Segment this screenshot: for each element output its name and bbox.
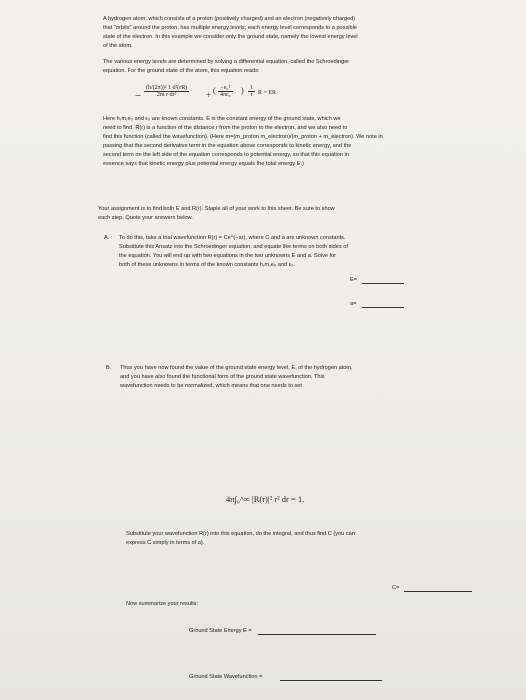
energy-answer-blank[interactable] [362, 283, 404, 284]
intro-line-1: A hydrogen atom, which consists of a proton (positively charged) and an electron (negatively charged) [103, 16, 356, 22]
part-b-line-1: Thus you have now found the value of the ground state energy level, E, of the hydrogen atom, [120, 365, 353, 371]
substitute-line-2: express C simply in terms of a). [126, 540, 205, 546]
defs-line-6: essence says that kinetic energy plus potential energy equals the total energy E.) [103, 161, 304, 167]
part-a-line-3: the equation. You will end up with two equations in the two unknowns E and a. Solve for [119, 253, 337, 259]
substitute-line-1: Substitute your wavefunction R(r) into this equation, do the integral, and thus find C (you can [126, 531, 355, 537]
ground-state-energy-label: Ground State Energy E = [189, 628, 252, 634]
part-b-line-2: and you have also found the functional form of the ground state wavefunction. This [120, 374, 325, 380]
eq-one-over-r-denominator: r [250, 92, 253, 98]
defs-line-1: Here h,m,e₀ and ε₀ are known constants. E is the constant energy of the ground state, which we [103, 116, 341, 122]
assignment-line-2: each step. Quote your answers below. [98, 215, 193, 221]
eq-kinetic-denominator: 2m r dr² [156, 92, 177, 98]
eq-kinetic-numerator: (h/(2π))² 1 d²(rR) [146, 85, 188, 91]
a-answer-label: a= [350, 301, 357, 307]
eq-one-over-r-numerator: 1 [250, 85, 253, 91]
c-answer-blank[interactable] [404, 591, 472, 592]
part-b-line-3: wavefunction needs to be normalized, which means that one needs to set [120, 383, 302, 389]
normalization-equation: 4π∫₀^∞ |R(r)|² r² dr = 1. [226, 494, 305, 504]
part-a-line-1: To do this, take a trial wavefunction R(r) = Ce^(−ar), where C and a are unknown constants. [119, 235, 346, 241]
intro-line-2: that "orbits" around the proton, has multiple energy levels; each energy level corresponds to a possible [103, 25, 357, 31]
assignment-line-1: Your assignment is to find both E and R(r). Staple all of your work to this sheet. Be sure to show [98, 206, 335, 212]
defs-line-3: find this function (called the wavefunction). (Here m=(m_proton m_electron)/(m_proton + m_electron). We note in [103, 134, 383, 140]
intro-line-4: of the atom. [103, 43, 133, 49]
schrod-intro-line-1: The various energy levels are determined by solving a differential equation, called the Schroedinger [103, 59, 350, 65]
eq-potential-denominator: 4πε₀ [220, 92, 231, 98]
schrod-intro-line-2: equation. For the ground state of the atom, this equation reads: [103, 68, 260, 74]
energy-answer-label: E= [350, 277, 357, 283]
eq-potential-numerator: −e₀² [218, 85, 233, 92]
part-b-label: B. [106, 365, 112, 371]
ground-state-wavefunction-label: Ground State Wavefunction = [189, 674, 263, 680]
worksheet-page: A hydrogen atom, which consists of a proton (positively charged) and an electron (negatively charged) that "orbits" around the proton, has multiple energy levels; each energy level corresponds to a possible state of the electron. In this example we consider only the ground state, namely the lowest energy level of the atom. The various energy levels are determined by solving a differential equation, called the Schroedinger equation. For the ground state of the atom, this equation reads: − $\frac{\text{(h/(2π))² 1 d²(rR)}}{\text{2m r dr²}}$ + ( $\frac{\text{−e₀²}}{\text{4πε₀}}$ ) $\frac{1}{r}$ R = ER Here h,m,e₀ and ε₀ are known constants. E is the constant energy of the ground state, which we need to find. R(r) is a function of the distance r from the proton to the electron, and we also need to find this function (called the wavefunction). (Here m=(m_proton m_electron)/(m_proton + m_electron). We note in passing that the second derivative term in the equation above corresponds to kinetic energy, and the second term on the left side of the equation corresponds to potential energy, so that this equation in essence says that kinetic energy plus potential energy equals the total energy E.) Your assignment is to find both E and R(r). Staple all of your work to this sheet. Be sure to show each step. Quote your answers below. A. To do this, take a trial wavefunction R(r) = Ce^(−ar), where C and a are unknown constants. Substitute this Ansatz into the Schroedinger equation, and equate like terms on both sides of the equation. You will end up with two equations in the two unknowns E and a. Solve for both of these unknowns in terms of the known constants h,m,e₀ and ε₀. E= a= B. Thus you have now found the value of the ground state energy level, E, of the hydrogen atom, and you have also found the functional form of the ground state wavefunction. This wavefunction needs to be normalized, which means that one needs to set 4π∫₀^∞ |R(r)|² r² dr = 1. Substitute your wavefunction R(r) into this equation, do the integral, and thus find C (you can express C simply in terms of a). C= Now summarize your results: Ground State Energy E = Ground State Wavefunction = [0, 0, 526, 700]
part-a-line-4: both of these unknowns in terms of the known constants h,m,e₀ and ε₀. [119, 262, 295, 268]
defs-line-4: passing that the second derivative term in the equation above corresponds to kinetic energy, and the [103, 143, 352, 149]
part-a-label: A. [104, 235, 110, 241]
defs-line-5: second term on the left side of the equation corresponds to potential energy, so that this equation in [103, 152, 349, 158]
c-answer-label: C= [392, 585, 400, 591]
part-a-line-2: Substitute this Ansatz into the Schroedinger equation, and equate like terms on both sides of [119, 244, 348, 250]
a-answer-blank[interactable] [362, 307, 404, 308]
intro-line-3: state of the electron. In this example we consider only the ground state, namely the lowest energy level [103, 34, 358, 40]
ground-state-wavefunction-blank[interactable] [280, 680, 382, 681]
summary-title: Now summarize your results: [126, 601, 199, 607]
ground-state-energy-blank[interactable] [258, 634, 376, 635]
defs-line-2: need to find. R(r) is a function of the distance r from the proton to the electron, and we also need to [103, 125, 348, 131]
eq-rhs: R = ER [258, 90, 277, 96]
